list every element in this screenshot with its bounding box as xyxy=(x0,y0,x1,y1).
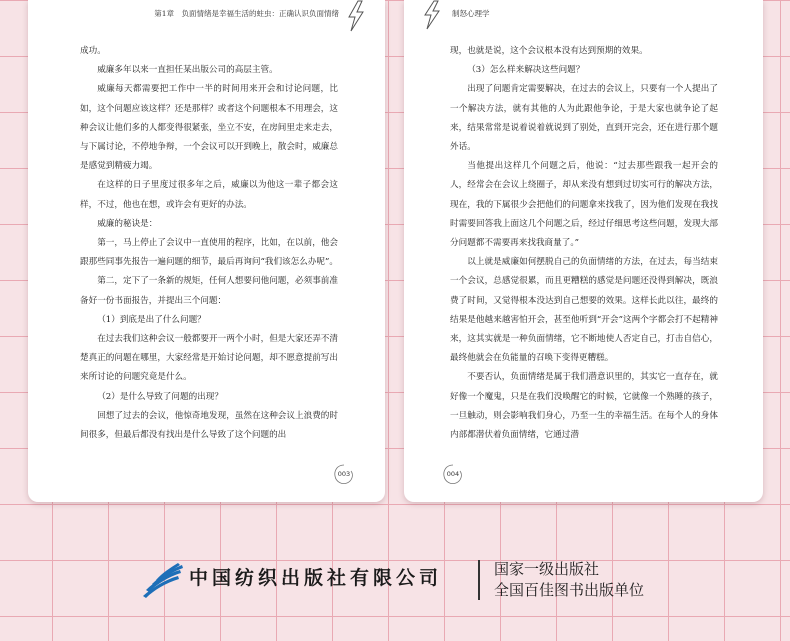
publisher-name: 中国纺织出版社有限公司 xyxy=(189,567,443,589)
running-head-left: 第1章 负面情绪是幸福生活的蛀虫：正确认识负面情绪 xyxy=(154,9,339,18)
footer-divider xyxy=(478,560,480,600)
paragraph: 在过去我们这种会议一般都要开一两个小时，但是大家还弄不清楚真正的问题在哪里，大家经常是开始讨论问题，却不愿意提前写出来所讨论的问题究竟是什么。 xyxy=(80,334,338,383)
tagline-top-hundred-publisher: 全国百佳图书出版单位 xyxy=(494,581,645,599)
paragraph: 不要否认，负面情绪是属于我们潜意识里的，其实它一直存在，就好像一个魔鬼，只是在我们没唤醒它的时候，它就像一个熟睡的孩子，一旦触动，则会影响我们身心，乃至一生的幸福生活。在每个人的身体内部都潜伏着负面情绪，它通过潜 xyxy=(450,372,718,441)
page-number-left: 003 xyxy=(337,470,351,478)
paragraph: 威廉多年以来一直担任某出版公司的高层主管。 xyxy=(97,65,278,76)
left-book-page xyxy=(28,0,385,502)
lightning-bolt-icon xyxy=(420,0,444,30)
paragraph: 威廉每天都需要把工作中一半的时间用来开会和讨论问题，比如，这个问题应该这样？还是那样？或者这个问题根本不用理会，这种会议让他们多的人都变得很紧张，坐立不安，在房间里走来走去，与下属讨论，不停地争辩，一个会议可以开到晚上，散会时，威廉总是感觉到精疲力竭。 xyxy=(80,84,338,172)
page-number-right: 004 xyxy=(446,470,460,478)
running-head-right: 制怒心理学 xyxy=(452,9,490,18)
paragraph: （2）是什么导致了问题的出现？ xyxy=(97,391,223,402)
paragraph: 现，也就是说，这个会议根本没有达到预期的效果。 xyxy=(450,46,648,56)
paragraph: 回想了过去的会议，他惊奇地发现，虽然在这种会议上浪费的时间很多，但最后都没有找出是什么导致了这个问题的出 xyxy=(80,410,338,441)
publisher-logo-icon xyxy=(140,560,184,600)
page-number-badge-left xyxy=(331,462,357,488)
page-number-badge-right xyxy=(440,462,466,488)
paragraph: 第二，定下了一条新的规矩，任何人想要问他问题，必须事前准备好一份书面报告，并提出三个问题： xyxy=(80,276,338,306)
paragraph: （1）到底是出了什么问题？ xyxy=(97,314,206,325)
paragraph: 威廉的秘诀是： xyxy=(97,218,158,229)
paragraph: 成功。 xyxy=(80,46,106,56)
paragraph: 第一，马上停止了会议中一直使用的程序，比如，在以前，他会跟那些同事先报告一遍问题的细节，最后再询问“我们该怎么办呢”。 xyxy=(80,238,339,268)
right-book-page xyxy=(404,0,763,502)
paragraph: 当他提出这样几个问题之后，他说：“过去那些跟我一起开会的人，经常会在会议上绕圈子，却从来没有想到过切实可行的解决方法，现在，我的下属很少会把他们的问题拿来找我了，因为他们发现在我找时需要回答我上面这几个问题之后，经过仔细思考这些问题，发现大部分问题都不需要再来找我商量了。” xyxy=(450,161,718,249)
left-page-body xyxy=(80,42,338,445)
paragraph: （3）怎么样来解决这些问题？ xyxy=(467,65,585,76)
publisher-footer xyxy=(0,530,790,641)
right-page-body xyxy=(450,42,718,445)
paragraph: 以上就是威廉如何摆脱自己的负面情绪的方法，在过去，每当结束一个会议，总感觉很累，而且更糟糕的感觉是问题还没得到解决，既浪费了时间，又觉得根本没达到自己想要的效果。这样长此以往，最终的结果是他越来越害怕开会，甚至他听到“开会”这两个字都会打不起精神来，这其实就是一种负面情绪，它不断地使人否定自己，打击自信心，最终他就会在负能量的召唤下变得更糟糕。 xyxy=(450,257,718,364)
paragraph: 在这样的日子里度过很多年之后，威廉以为他这一辈子都会这样，不过，他也在想，或许会有更好的办法。 xyxy=(80,180,338,210)
lightning-bolt-icon xyxy=(345,0,367,32)
paragraph: 出现了问题肯定需要解决，在过去的会议上，只要有一个人提出了一个解决方法，就有其他的人为此跟他争论，于是大家也就争论了起来，结果常常是说着说着就说到了别处，直到开完会，还在进行那个题外话。 xyxy=(450,84,718,153)
tagline-national-publisher: 国家一级出版社 xyxy=(494,560,600,578)
